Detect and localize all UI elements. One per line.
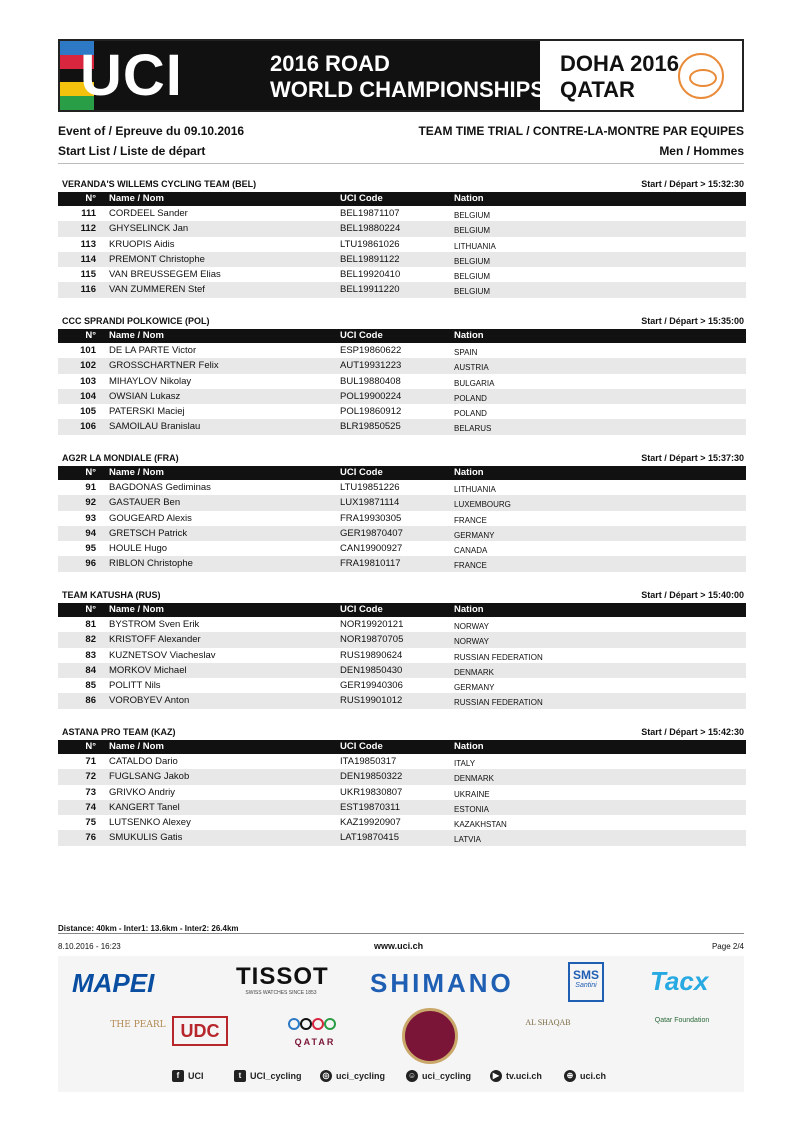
sponsor-seal-emblem-icon	[402, 1008, 458, 1064]
rider-number: 94	[85, 527, 96, 539]
rider-number: 103	[80, 375, 96, 387]
team-block	[58, 450, 746, 572]
rider-name: HOULE Hugo	[109, 543, 168, 555]
rider-nation: AUSTRIA	[454, 363, 489, 373]
team-header	[58, 176, 746, 192]
rider-number: 114	[80, 253, 96, 265]
rider-row	[58, 785, 746, 800]
list-type: Start List / Liste de départ	[58, 144, 206, 158]
col-nation: Nation	[454, 604, 484, 615]
rider-name: GOUGEARD Alexis	[109, 512, 192, 524]
rider-nation: UKRAINE	[454, 789, 490, 799]
rider-number: 101	[80, 345, 96, 356]
rider-name: VAN ZUMMEREN Stef	[109, 284, 205, 296]
rider-row	[58, 419, 746, 434]
rider-name: KANGERT Tanel	[109, 801, 180, 813]
championship-banner	[58, 39, 744, 112]
rider-uci-code: LTU19851226	[340, 482, 400, 493]
rider-number: 86	[85, 695, 96, 707]
rider-row	[58, 404, 746, 419]
col-name: Name / Nom	[109, 467, 164, 478]
sponsor-udc-logo	[172, 1016, 228, 1046]
rider-row	[58, 374, 746, 389]
twitter-icon: t	[234, 1070, 246, 1082]
rider-row	[58, 632, 746, 647]
rider-row	[58, 206, 746, 221]
rider-uci-code: POL19860912	[340, 406, 402, 418]
snapchat-icon: ☺	[407, 1071, 417, 1080]
rider-uci-code: DEN19850430	[340, 664, 403, 676]
rider-nation: NORWAY	[454, 637, 489, 647]
team-start-time: Start / Départ > 15:40:00	[641, 590, 744, 600]
sponsor-qatar-olympic-logo	[280, 1016, 350, 1048]
rider-row	[58, 526, 746, 541]
rider-name: GASTAUER Ben	[109, 497, 181, 509]
sms-sub: Santini	[575, 982, 597, 989]
rider-name: KRISTOFF Alexander	[109, 634, 201, 646]
social-label: uci_cycling	[336, 1071, 386, 1081]
rider-nation: LITHUANIA	[454, 241, 496, 251]
team-name: TEAM KATUSHA (RUS)	[62, 590, 161, 600]
rider-row	[58, 800, 746, 815]
col-nation: Nation	[454, 467, 484, 478]
globe-icon: ⊕	[564, 1070, 576, 1082]
col-num: N°	[85, 467, 96, 478]
sponsor-bar	[58, 956, 744, 1092]
rider-nation: NORWAY	[454, 622, 489, 631]
team-block	[58, 176, 746, 298]
rider-number: 113	[80, 238, 96, 250]
rider-uci-code: UKR19830807	[340, 786, 403, 798]
rider-nation: LITHUANIA	[454, 485, 496, 494]
rider-row	[58, 815, 746, 830]
host-city	[560, 51, 679, 103]
qatar-wordmark: QATAR	[294, 1037, 336, 1047]
rider-nation: POLAND	[454, 393, 487, 403]
col-nation: Nation	[454, 193, 484, 204]
rider-number: 112	[80, 223, 96, 235]
rider-name: BYSTROM Sven Erik	[109, 619, 200, 630]
team-start-time: Start / Départ > 15:35:00	[641, 316, 744, 326]
rider-nation: GERMANY	[454, 683, 495, 693]
team-header	[58, 724, 746, 740]
sponsor-qatar-foundation-logo: Qatar Foundation	[654, 1017, 710, 1024]
col-num: N°	[85, 330, 96, 341]
rider-number: 82	[85, 634, 96, 646]
rider-nation: BELGIUM	[454, 226, 491, 236]
rider-name: VAN BREUSSEGEM Elias	[109, 269, 221, 281]
team-start-time: Start / Départ > 15:42:30	[641, 727, 744, 737]
category: Men / Hommes	[659, 144, 744, 158]
rider-number: 115	[80, 269, 96, 281]
rider-row	[58, 830, 746, 845]
rider-number: 111	[81, 208, 96, 219]
rider-name: CATALDO Dario	[109, 756, 178, 767]
team-block	[58, 587, 746, 709]
team-name: AG2R LA MONDIALE (FRA)	[62, 453, 179, 463]
rider-number: 104	[80, 390, 96, 402]
rider-uci-code: LAT19870415	[340, 832, 399, 844]
team-block	[58, 313, 746, 435]
col-name: Name / Nom	[109, 741, 164, 752]
rider-uci-code: NOR19920121	[340, 619, 404, 630]
col-uci-code: UCI Code	[340, 193, 383, 204]
social-label: UCI_cycling	[250, 1071, 302, 1081]
social-label: uci_cycling	[422, 1071, 472, 1081]
social-label: UCI	[188, 1071, 204, 1081]
host-line1: DOHA 2016	[560, 51, 680, 76]
rider-number: 91	[85, 482, 96, 493]
rider-nation: BELGIUM	[454, 272, 491, 282]
rider-uci-code: FRA19930305	[340, 512, 402, 524]
rider-uci-code: GER19940306	[340, 680, 403, 692]
social-label: uci.ch	[580, 1071, 607, 1081]
rider-number: 85	[85, 680, 96, 692]
col-nation: Nation	[454, 330, 484, 341]
facebook-icon: f	[172, 1070, 184, 1082]
rider-row	[58, 267, 746, 282]
social-label: tv.uci.ch	[506, 1071, 542, 1081]
rider-number: 93	[85, 512, 96, 524]
sponsor-shimano-logo: SHIMANO	[370, 968, 514, 998]
rider-number: 105	[80, 406, 96, 418]
rider-name: POLITT Nils	[109, 680, 161, 692]
rider-name: RIBLON Christophe	[109, 558, 193, 570]
rider-row	[58, 693, 746, 708]
rider-row	[58, 556, 746, 571]
host-line2: QATAR	[560, 77, 635, 102]
rider-name: CORDEEL Sander	[109, 208, 188, 219]
olympic-rings-icon	[280, 1016, 350, 1036]
rider-row	[58, 648, 746, 663]
rider-nation: RUSSIAN FEDERATION	[454, 652, 543, 662]
banner-title-line2: WORLD CHAMPIONSHIPS	[270, 77, 545, 102]
cyclist-emblem-icon	[678, 53, 724, 99]
rider-number: 83	[85, 649, 96, 661]
rider-uci-code: BEL19920410	[340, 269, 401, 281]
rider-name: GRIVKO Andriy	[109, 786, 175, 798]
rider-nation: FRANCE	[454, 515, 487, 525]
rider-uci-code: RUS19890624	[340, 649, 403, 661]
rider-number: 72	[85, 771, 96, 783]
col-uci-code: UCI Code	[340, 467, 383, 478]
rider-number: 73	[85, 786, 96, 798]
rider-name: KRUOPIS Aidis	[109, 238, 175, 250]
sponsor-mapei-logo: MAPEI	[72, 968, 155, 998]
rider-uci-code: KAZ19920907	[340, 817, 401, 829]
rider-nation: BELGIUM	[454, 256, 491, 266]
rider-number: 92	[85, 497, 96, 509]
rider-nation: FRANCE	[454, 561, 487, 571]
social-links	[58, 1068, 744, 1084]
rider-row	[58, 480, 746, 495]
rider-number: 71	[85, 756, 96, 767]
rider-uci-code: ESP19860622	[340, 345, 402, 356]
team-header	[58, 450, 746, 466]
rider-number: 96	[85, 558, 96, 570]
rider-name: PREMONT Christophe	[109, 253, 205, 265]
sponsor-tacx-logo: Tacx	[650, 966, 709, 996]
column-header-row	[58, 603, 746, 617]
rider-number: 95	[85, 543, 96, 555]
col-name: Name / Nom	[109, 330, 164, 341]
rider-nation: RUSSIAN FEDERATION	[454, 698, 543, 708]
team-block	[58, 724, 746, 846]
rider-uci-code: BEL19880224	[340, 223, 401, 235]
website-link[interactable]: www.uci.ch	[374, 941, 424, 951]
team-header	[58, 313, 746, 329]
col-uci-code: UCI Code	[340, 330, 383, 341]
rider-name: FUGLSANG Jakob	[109, 771, 190, 783]
rider-uci-code: AUT19931223	[340, 360, 402, 372]
rider-nation: CANADA	[454, 546, 488, 556]
sponsor-sms-logo	[568, 962, 604, 1002]
race-name: TEAM TIME TRIAL / CONTRE-LA-MONTRE PAR EQUIPES	[418, 124, 744, 138]
rider-row	[58, 769, 746, 784]
col-nation: Nation	[454, 741, 484, 752]
rider-name: LUTSENKO Alexey	[109, 817, 191, 829]
col-num: N°	[85, 193, 96, 204]
team-header	[58, 587, 746, 603]
instagram-icon: ◎	[320, 1070, 332, 1082]
rider-row	[58, 541, 746, 556]
col-uci-code: UCI Code	[340, 604, 383, 615]
rider-uci-code: LTU19861026	[340, 238, 400, 250]
rider-row	[58, 282, 746, 297]
udc-wordmark: UDC	[172, 1016, 228, 1046]
rider-uci-code: BEL19871107	[340, 208, 400, 219]
rider-row	[58, 678, 746, 693]
rider-row	[58, 389, 746, 404]
sms-wordmark: SMS	[572, 968, 599, 982]
rider-uci-code: DEN19850322	[340, 771, 403, 783]
rider-nation: BULGARIA	[454, 378, 495, 388]
rider-number: 84	[85, 664, 96, 676]
team-name: ASTANA PRO TEAM (KAZ)	[62, 727, 176, 737]
event-date: Event of / Epreuve du 09.10.2016	[58, 124, 245, 138]
rider-nation: BELGIUM	[454, 211, 491, 220]
banner-title-line1: 2016 ROAD	[270, 51, 390, 76]
rider-uci-code: RUS19901012	[340, 695, 403, 707]
rider-name: MIHAYLOV Nikolay	[109, 375, 192, 387]
rider-uci-code: EST19870311	[340, 801, 401, 813]
rider-nation: LUXEMBOURG	[454, 500, 511, 510]
rider-name: KUZNETSOV Viacheslav	[109, 649, 216, 661]
rider-uci-code: CAN19900927	[340, 543, 403, 555]
rider-uci-code: POL19900224	[340, 390, 402, 402]
sponsor-tissot-logo	[236, 963, 329, 997]
rider-number: 75	[85, 817, 96, 829]
print-timestamp: 8.10.2016 - 16:23	[58, 942, 121, 951]
footer-divider	[58, 933, 744, 934]
rider-nation: SPAIN	[454, 348, 478, 357]
page-number: Page 2/4	[711, 942, 744, 951]
column-header-row	[58, 329, 746, 343]
rider-uci-code: BUL19880408	[340, 375, 401, 387]
rider-uci-code: BEL19911220	[340, 284, 400, 296]
social-link[interactable]	[172, 1068, 204, 1084]
col-name: Name / Nom	[109, 604, 164, 615]
sponsor-pearl-logo: THE PEARL	[110, 1020, 166, 1030]
rider-name: DE LA PARTE Victor	[109, 345, 197, 356]
youtube-icon: ▶	[490, 1070, 502, 1082]
rider-row	[58, 343, 746, 358]
team-start-time: Start / Départ > 15:32:30	[641, 179, 744, 189]
rider-name: SAMOILAU Branislau	[109, 421, 201, 433]
rider-uci-code: GER19870407	[340, 527, 403, 539]
rider-uci-code: FRA19810117	[340, 558, 401, 570]
rider-name: SMUKULIS Gatis	[109, 832, 183, 844]
col-num: N°	[85, 604, 96, 615]
rider-number: 76	[85, 832, 96, 844]
rider-nation: LATVIA	[454, 835, 481, 845]
team-start-time: Start / Départ > 15:37:30	[641, 453, 744, 463]
rider-row	[58, 358, 746, 373]
uci-logo: UCI	[80, 43, 183, 108]
rider-uci-code: BEL19891122	[340, 253, 400, 265]
rider-nation: ESTONIA	[454, 804, 489, 814]
tissot-wordmark: TISSOT	[236, 963, 329, 990]
sponsor-alshaqab-logo: AL SHAQAB	[525, 1018, 571, 1027]
social-link[interactable]	[564, 1068, 606, 1084]
rider-row	[58, 495, 746, 510]
rider-name: VOROBYEV Anton	[109, 695, 190, 707]
rider-name: GRETSCH Patrick	[109, 527, 188, 539]
rider-name: BAGDONAS Gediminas	[109, 482, 211, 493]
distance-info: Distance: 40km - Inter1: 13.6km - Inter2: 26.4km	[58, 924, 239, 933]
rider-uci-code: ITA19850317	[340, 756, 397, 767]
rider-number: 74	[85, 801, 96, 813]
rider-name: OWSIAN Lukasz	[109, 390, 181, 402]
tissot-tagline: SWISS WATCHES SINCE 1853	[245, 990, 317, 996]
rider-name: GROSSCHARTNER Felix	[109, 360, 219, 372]
rider-row	[58, 754, 746, 769]
social-link[interactable]	[490, 1068, 542, 1084]
rider-row	[58, 221, 746, 236]
rider-nation: BELGIUM	[454, 287, 491, 297]
banner-title	[270, 51, 545, 103]
rider-number: 81	[85, 619, 96, 630]
rider-nation: BELARUS	[454, 424, 492, 434]
social-link[interactable]	[320, 1068, 385, 1084]
rider-nation: KAZAKHSTAN	[454, 820, 507, 830]
rider-nation: POLAND	[454, 409, 487, 419]
rider-row	[58, 663, 746, 678]
rider-number: 106	[80, 421, 96, 433]
column-header-row	[58, 740, 746, 754]
rider-row	[58, 252, 746, 267]
rider-number: 116	[80, 284, 96, 296]
rider-row	[58, 617, 746, 632]
social-link[interactable]	[234, 1068, 302, 1084]
rider-row	[58, 511, 746, 526]
team-name: VERANDA'S WILLEMS CYCLING TEAM (BEL)	[62, 179, 257, 189]
team-name: CCC SPRANDI POLKOWICE (POL)	[62, 316, 210, 326]
rider-number: 102	[80, 360, 96, 372]
rider-nation: GERMANY	[454, 530, 495, 540]
rider-name: MORKOV Michael	[109, 664, 187, 676]
rider-name: PATERSKI Maciej	[109, 406, 185, 418]
col-num: N°	[85, 741, 96, 752]
col-name: Name / Nom	[109, 193, 164, 204]
rider-uci-code: BLR19850525	[340, 421, 401, 433]
header-divider	[58, 163, 744, 164]
col-uci-code: UCI Code	[340, 741, 383, 752]
rider-uci-code: NOR19870705	[340, 634, 404, 646]
rider-name: GHYSELINCK Jan	[109, 223, 189, 235]
column-header-row	[58, 192, 746, 206]
rider-nation: DENMARK	[454, 774, 495, 784]
rider-nation: DENMARK	[454, 667, 495, 677]
rider-row	[58, 237, 746, 252]
rider-uci-code: LUX19871114	[340, 497, 400, 509]
rider-nation: ITALY	[454, 759, 476, 768]
column-header-row	[58, 466, 746, 480]
social-link[interactable]	[406, 1068, 471, 1084]
